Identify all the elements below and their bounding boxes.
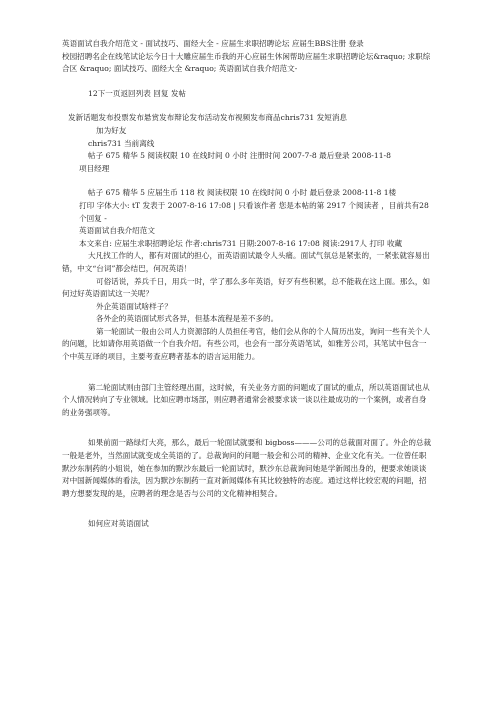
user-rank: 项目经理 [79, 163, 110, 173]
body-paragraph: 各外企的英语面试形式各异，但基本流程是差不多的。 [96, 314, 279, 324]
post-source: 本文来自: 应届生求职招聘论坛 作者:chris731 日期:2007-8-16 17:08 阅读:2917人 打印 收藏 [79, 238, 403, 248]
body-paragraph: 可俗话说，养兵千日，用兵一时，学了那么多年英语，好歹有些积累，总不能栽在这上面。那么，如何过好英语面试这一关呢？ [62, 276, 431, 299]
section-heading: 如何应对英语面试 [88, 519, 149, 529]
body-paragraph: 大凡找工作的人，都有对面试的担心，而英语面试最令人头痛。面试气氛总是紧张的，一紧张就容易出错，中文“台词”都会结巴，何况英语！ [62, 251, 430, 273]
breadcrumb-path: 校园招聘名企在线笔试论坛今日十大雕应届生币我的开心应届生休闲帮助应届生求职招聘论坛&raquo; 求职综合区 &raquo; 面试技巧、面经大全 &raquo; 英语面试自我介绍范文- [62, 51, 431, 74]
user-stats: 帖子 675 精华 5 阅读权限 10 在线时间 0 小时 注册时间 2007-7-8 最后登录 2008-11-8 [88, 151, 391, 161]
post-meta-line: 打印 字体大小: tT 发表于 2007-8-16 17:08 | 只看该作者 您是本帖的第 2917 个阅读者 ，目前共有28个回复 - [79, 200, 429, 223]
post-title: 英语面试自我介绍范文 [79, 226, 155, 236]
body-paragraph: 第一轮面试一般由公司人力资源部的人员担任考官，他们会从你的个人简历出发，询问一些有关个人的问题，比如请你用英语做一个自我介绍。有些公司，也会有一部分英语笔试，如雅芳公司，其笔试中包含一个中英互译的项目，主要考查应聘者基本的语言运用能力。 [62, 326, 431, 362]
body-paragraph: 第二轮面试则由部门主管经理出面，这时候，有关业务方面的问题成了面试的重点，所以英语面试也从个人情况转向了专业领域。比如应聘市场部，则应聘者通常会被要求谈一谈以往最成功的一个案例，或者自身的业务强项等。 [62, 382, 430, 417]
document-page [62, 38, 434, 531]
add-friend-link[interactable]: 加为好友 [96, 125, 127, 135]
user-stats-extended: 帖子 675 精华 5 应届生币 118 枚 阅读权限 10 在线时间 0 小时 最后登录 2008-11-8 1楼 [88, 188, 397, 198]
body-paragraph: 如果前面一路绿灯大亮，那么，最后一轮面试就要和 bigboss———公司的总裁面对面了。外企的总裁一般是老外，当然面试就变成全英语的了。总裁询问的问题一般会和公司的精神、企业文化有关。一位曾任职默沙东制药的小姐说，她在参加的默沙东最后一轮面试时，默沙东总裁询问她是学新闻出身的，便要求她谈谈对中国新闻媒体的看法，因为默沙东制药一直对新闻媒体有其比较独特的态度。通过这样比较宏观的问题，招聘方想要发现的是，应聘者的理念是否与公司的文化精神相契合。 [62, 438, 432, 498]
user-online-status: chris731 当前离线 [88, 138, 155, 148]
body-paragraph: 外企英语面试啥样子？ [96, 301, 172, 311]
forum-action-bar[interactable]: 发新话题发布投票发布悬赏发布辩论发布活动发布视频发布商品chris731 发短消息 [68, 113, 348, 123]
thread-navigation[interactable]: 12下一页返回列表 回复 发帖 [88, 88, 187, 98]
breadcrumb-header: 英语面试自我介绍范文 - 面试技巧、面经大全 - 应届生求职招聘论坛 应届生BBS注册 登录 [62, 39, 364, 48]
